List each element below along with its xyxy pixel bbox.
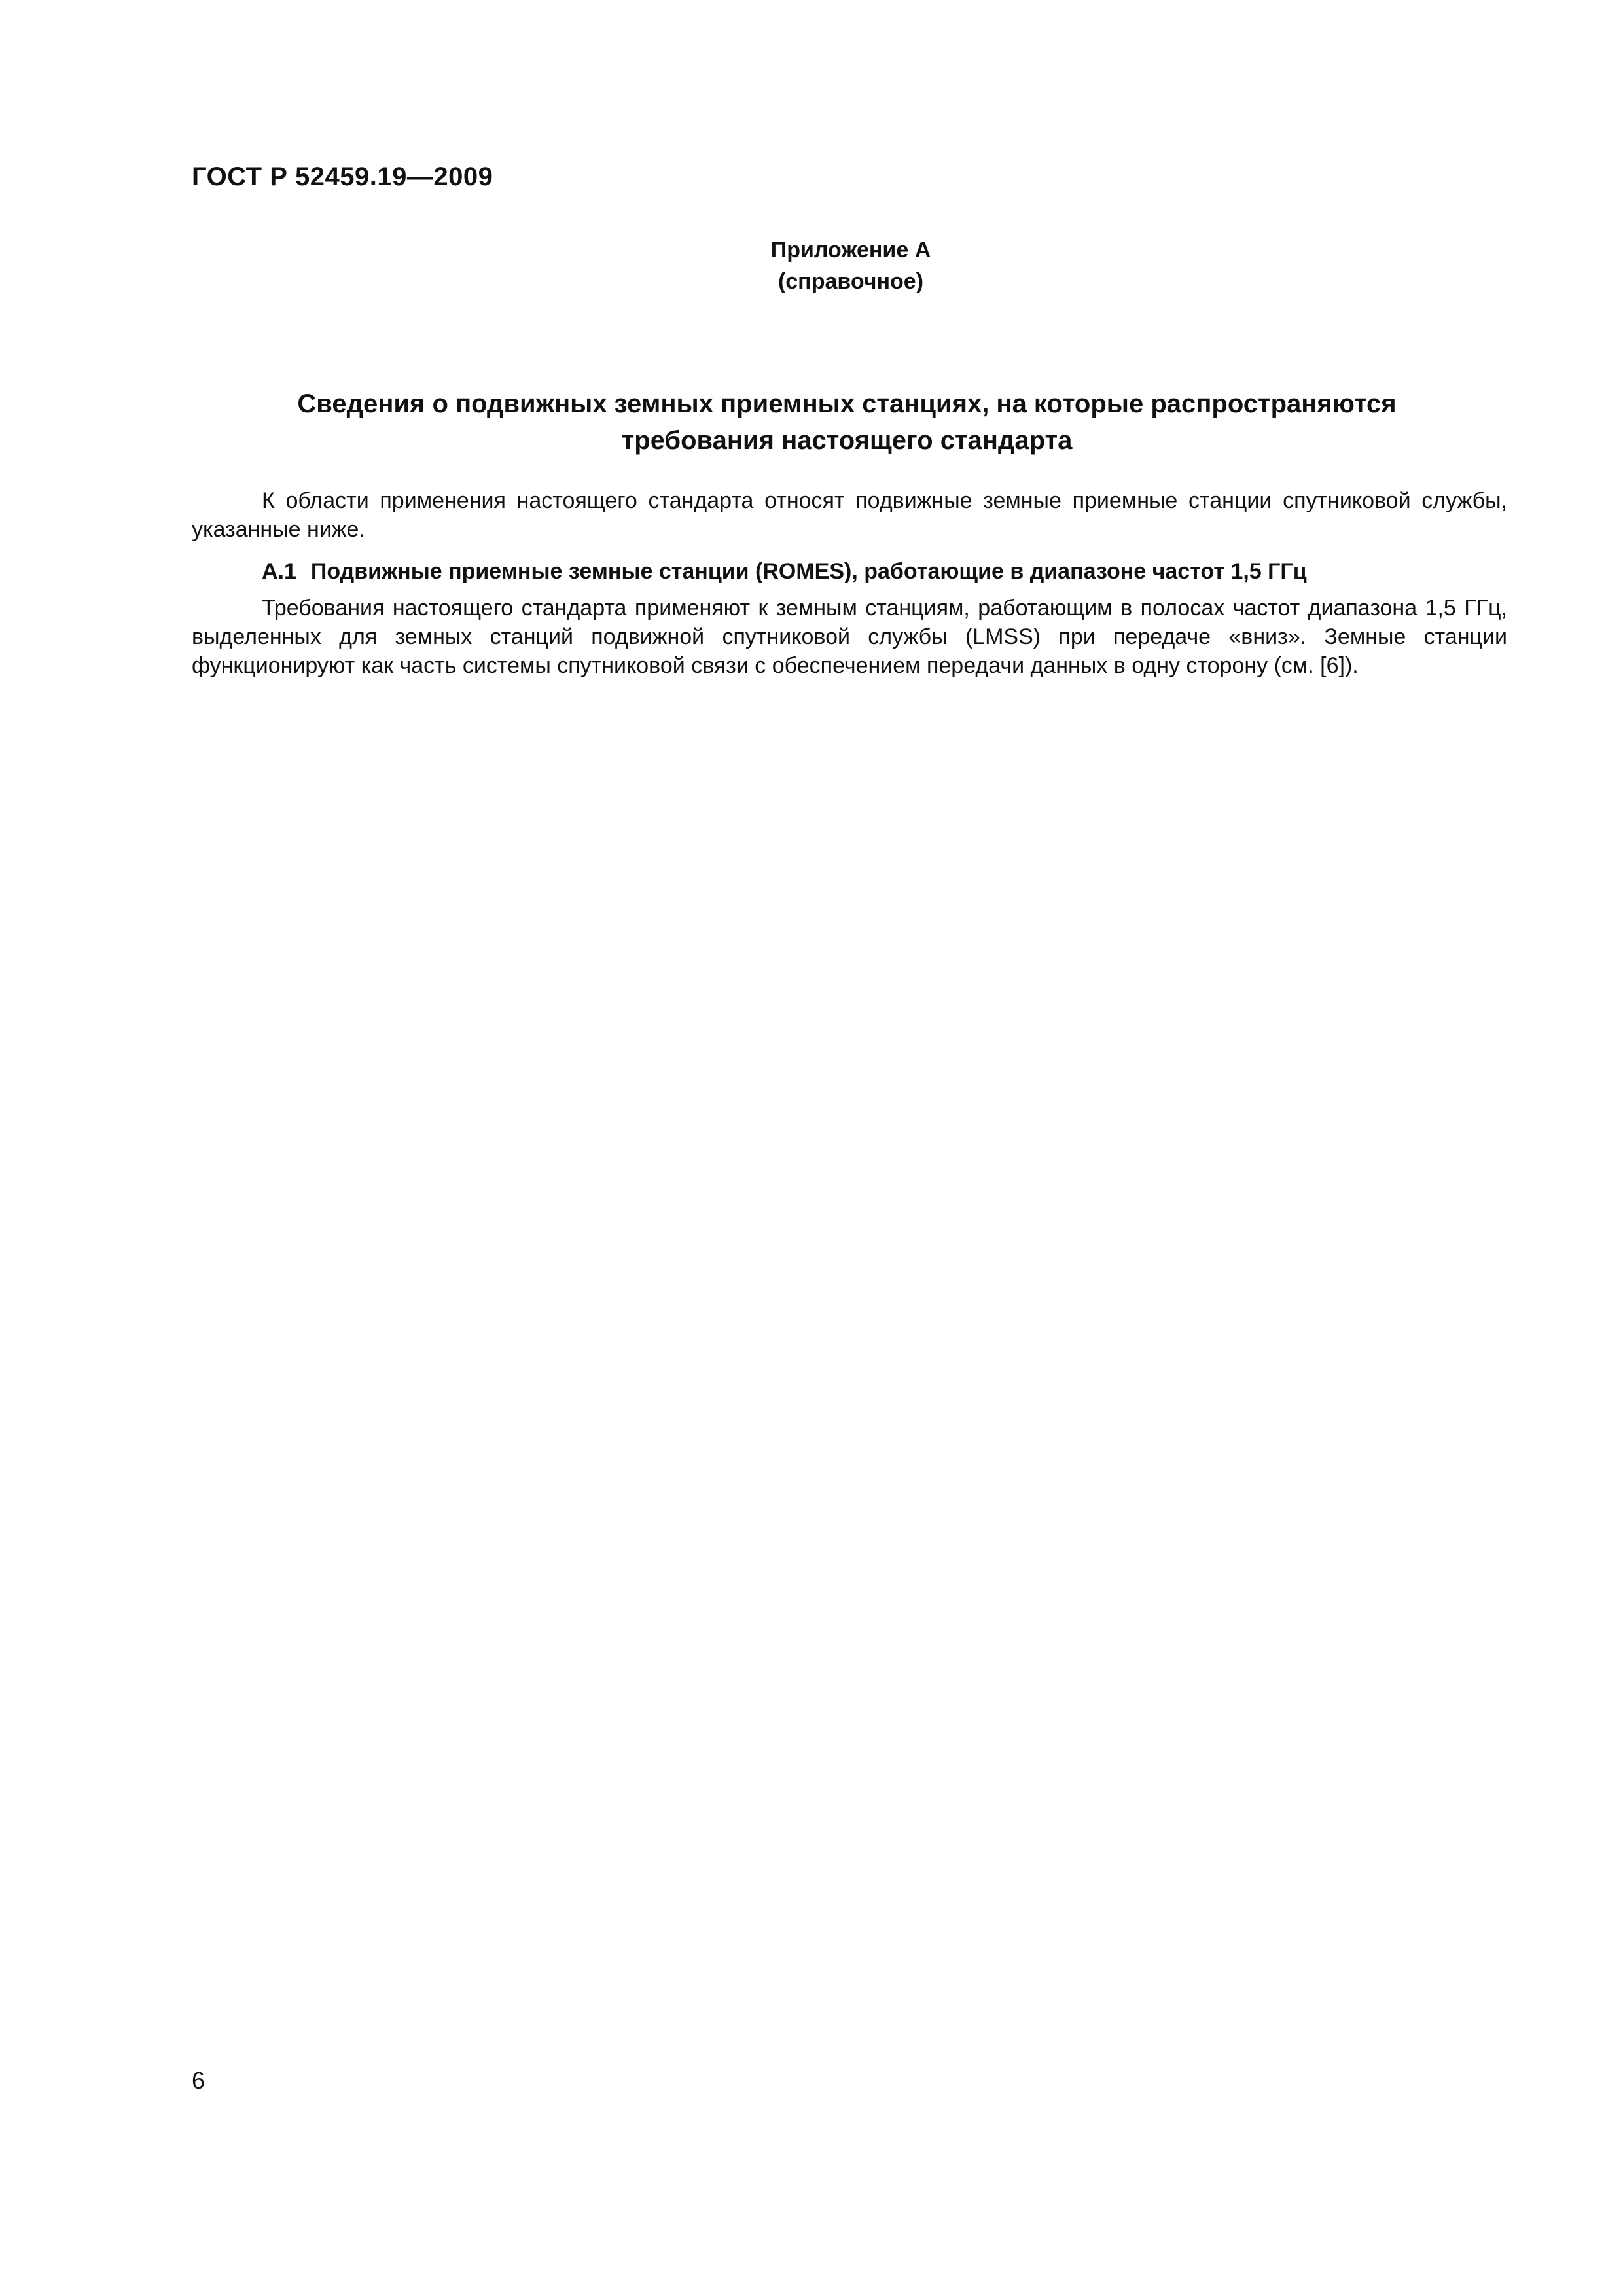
page-number: 6 [192,2067,205,2094]
annex-label-block [654,234,1047,297]
annex-title-line-2: требования настоящего стандарта [621,426,1073,455]
annex-title-line-1: Сведения о подвижных земных приемных станциях, на которые распространяются [297,389,1397,418]
section-a1-paragraph: Требования настоящего стандарта применяют к земным станциям, работающим в полосах частот диапазона 1,5 ГГц, выделенных для земных станций подвижной спутниковой службы (LMSS) при передаче «вниз». Земные станции функционируют как часть системы спутниковой связи с обеспечением передачи данных в одну сторону (см. [6]). [192,596,1507,678]
annex-title [192,386,1502,459]
document-id: ГОСТ Р 52459.19—2009 [192,162,493,191]
section-a1-heading [262,557,1508,586]
section-a1-title: Подвижные приемные земные станции (ROMES), работающие в диапазоне частот 1,5 ГГц [310,559,1307,584]
annex-kind: (справочное) [777,269,924,294]
intro-paragraph: К области применения настоящего стандарта относят подвижные земные приемные станции спутниковой службы, указанные ниже. [192,488,1507,542]
annex-label: Приложение А [770,238,931,262]
section-a1-number: А.1 [262,559,296,584]
